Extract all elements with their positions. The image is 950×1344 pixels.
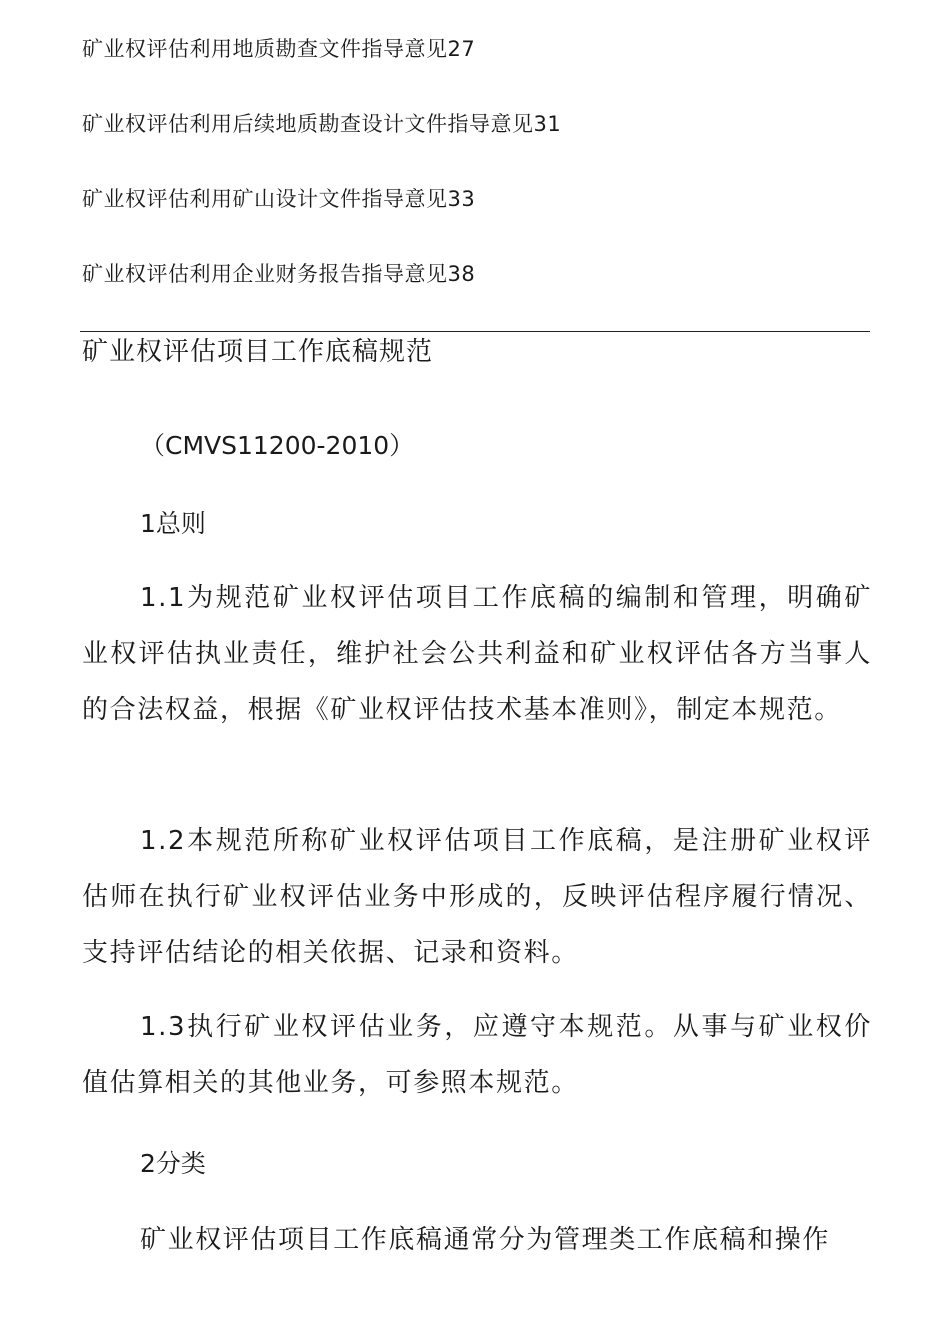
standard-code: （CMVS11200-2010）	[140, 431, 415, 460]
chapter-2-heading: 2分类	[140, 1149, 206, 1178]
section-divider	[80, 331, 870, 332]
toc-entry-financial-report[interactable]: 矿业权评估利用企业财务报告指导意见38	[82, 262, 476, 286]
paragraph-2-intro: 矿业权评估项目工作底稿通常分为管理类工作底稿和操作	[140, 1225, 831, 1255]
toc-entry-subsequent-exploration-design[interactable]: 矿业权评估利用后续地质勘查设计文件指导意见31	[82, 112, 562, 136]
paragraph-1-2: 1.2本规范所称矿业权评估项目工作底稿，是注册矿业权评估师在执行矿业权评估业务中形成的，反映评估程序履行情况、支持评估结论的相关依据、记录和资料。	[82, 826, 872, 968]
toc-entry-geological-exploration[interactable]: 矿业权评估利用地质勘查文件指导意见27	[82, 37, 476, 61]
chapter-1-heading: 1总则	[140, 509, 206, 538]
paragraph-1-3: 1.3执行矿业权评估业务，应遵守本规范。从事与矿业权价值估算相关的其他业务，可参照本规范。	[82, 1012, 872, 1098]
toc-entry-mine-design[interactable]: 矿业权评估利用矿山设计文件指导意见33	[82, 187, 476, 211]
paragraph-1-1: 1.1为规范矿业权评估项目工作底稿的编制和管理，明确矿业权评估执业责任，维护社会公共利益和矿业权评估各方当事人的合法权益，根据《矿业权评估技术基本准则》，制定本规范。	[82, 583, 872, 725]
section-title: 矿业权评估项目工作底稿规范	[82, 337, 434, 367]
